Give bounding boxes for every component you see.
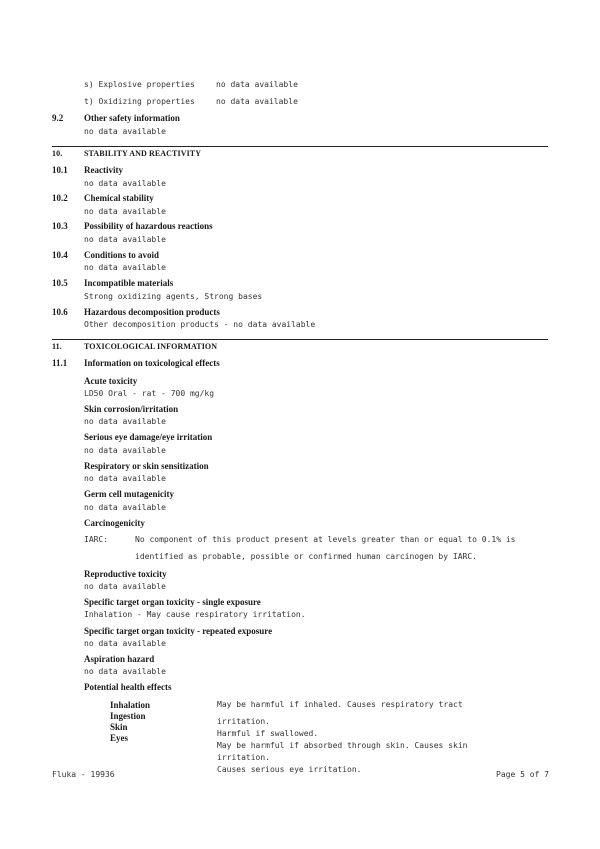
tox-text: no data available — [84, 446, 166, 455]
section-number: 11.1 — [52, 358, 68, 368]
tox-heading: Serious eye damage/eye irritation — [84, 432, 213, 442]
subsection-title: Chemical stability — [84, 193, 154, 203]
tox-heading: Acute toxicity — [84, 376, 138, 386]
tox-heading: Germ cell mutagenicity — [84, 489, 174, 499]
health-text: irritation. — [217, 717, 270, 726]
tox-text: no data available — [84, 503, 166, 512]
health-text: Harmful if swallowed. — [217, 729, 319, 738]
tox-heading: Specific target organ toxicity - single exposure — [84, 597, 261, 607]
subsection-title: Incompatible materials — [84, 278, 174, 288]
tox-heading: Carcinogenicity — [84, 518, 145, 528]
section-number: 10.1 — [52, 165, 68, 175]
subsection-text: no data available — [84, 207, 166, 216]
tox-heading: Respiratory or skin sensitization — [84, 461, 209, 471]
section-number: 10.6 — [52, 307, 68, 317]
section-title: STABILITY AND REACTIVITY — [84, 149, 202, 158]
section-number: 10.4 — [52, 250, 68, 260]
health-text: Causes serious eye irritation. — [217, 765, 362, 774]
explosive-properties-label: s) Explosive properties — [84, 80, 195, 89]
subsection-text: no data available — [84, 235, 166, 244]
subsection-title: Information on toxicological effects — [84, 358, 220, 368]
tox-heading: Skin corrosion/irritation — [84, 404, 179, 414]
iarc-label: IARC: — [84, 535, 109, 544]
section-number: 10.2 — [52, 193, 68, 203]
iarc-text: identified as probable, possible or confirmed human carcinogen by IARC. — [135, 552, 477, 561]
tox-text: Inhalation - May cause respiratory irritation. — [84, 610, 306, 619]
footer-product: Fluka - 19936 — [52, 770, 115, 779]
health-label-eyes: Eyes — [110, 733, 128, 743]
health-text: May be harmful if inhaled. Causes respiratory tract — [217, 700, 463, 709]
section-number: 10.5 — [52, 278, 68, 288]
health-text: irritation. — [217, 753, 270, 762]
tox-text: no data available — [84, 639, 166, 648]
subsection-text: Other decomposition products - no data available — [84, 320, 316, 329]
subsection-text: Strong oxidizing agents, Strong bases — [84, 292, 263, 301]
subsection-text: no data available — [84, 127, 166, 136]
tox-heading: Specific target organ toxicity - repeated exposure — [84, 626, 273, 636]
health-label-inhalation: Inhalation — [110, 700, 151, 710]
subsection-title: Possibility of hazardous reactions — [84, 221, 213, 231]
section-number: 11. — [52, 342, 62, 351]
tox-heading: Potential health effects — [84, 682, 172, 692]
section-number: 10. — [52, 149, 63, 158]
tox-text: LD50 Oral - rat - 700 mg/kg — [84, 389, 215, 398]
section-divider — [52, 339, 548, 340]
footer-page-number: Page 5 of 7 — [496, 770, 549, 779]
subsection-title: Conditions to avoid — [84, 250, 160, 260]
health-label-skin: Skin — [110, 722, 128, 732]
iarc-text: No component of this product present at levels greater than or equal to 0.1% is — [135, 535, 516, 544]
section-number: 10.3 — [52, 221, 68, 231]
subsection-title: Hazardous decomposition products — [84, 307, 220, 317]
section-divider — [52, 146, 548, 147]
section-number: 9.2 — [52, 113, 64, 123]
tox-text: no data available — [84, 667, 166, 676]
oxidizing-properties-value: no data available — [216, 97, 298, 106]
health-text: May be harmful if absorbed through skin. Causes skin — [217, 741, 468, 750]
subsection-title: Other safety information — [84, 113, 180, 123]
tox-text: no data available — [84, 417, 166, 426]
section-title: TOXICOLOGICAL INFORMATION — [84, 342, 218, 351]
subsection-title: Reactivity — [84, 165, 123, 175]
subsection-text: no data available — [84, 263, 166, 272]
tox-text: no data available — [84, 474, 166, 483]
tox-heading: Aspiration hazard — [84, 654, 155, 664]
explosive-properties-value: no data available — [216, 80, 298, 89]
oxidizing-properties-label: t) Oxidizing properties — [84, 97, 195, 106]
health-label-ingestion: Ingestion — [110, 711, 146, 721]
subsection-text: no data available — [84, 179, 166, 188]
tox-heading: Reproductive toxicity — [84, 569, 167, 579]
tox-text: no data available — [84, 582, 166, 591]
